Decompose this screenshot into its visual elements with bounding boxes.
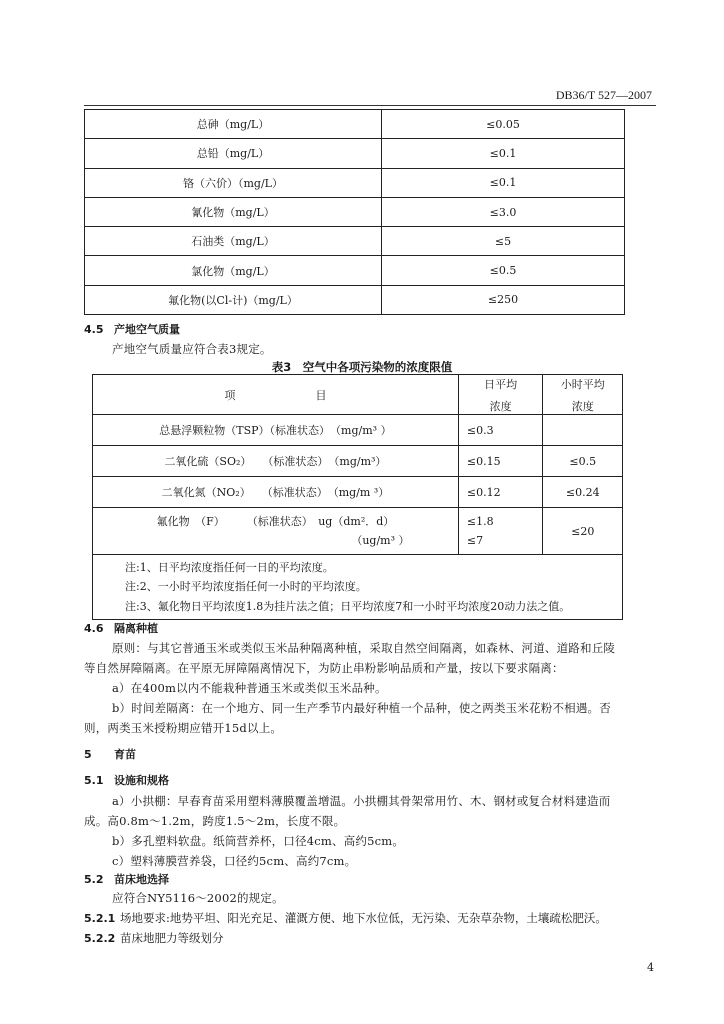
table-cell: ≤0.1	[382, 139, 625, 168]
paragraph: 成。高0.8m～1.2m，跨度1.5～2m，长度不限。	[84, 814, 346, 828]
table-cell: ≤0.1	[382, 168, 625, 197]
table-cell: 总砷（mg/L）	[85, 110, 382, 139]
table-header-row	[93, 375, 623, 415]
header-cell-item	[93, 375, 459, 415]
cell-text: 氟化物 （F） （标准状态） ug（dm²．d）	[156, 515, 395, 528]
paragraph: 等自然屏障隔离。在平原无屏障隔离情况下，为防止串粉影响品质和产量，按以下要求隔离：	[84, 661, 564, 675]
paragraph: c）塑料薄膜营养袋，口径约5cm、高约7cm。	[112, 854, 357, 868]
table-cell: 氯化物（mg/L）	[85, 256, 382, 285]
table-cell: 总铅（mg/L）	[85, 139, 382, 168]
subsection	[84, 930, 224, 946]
cell-text: ≤1.8	[466, 515, 494, 528]
table-notes-row	[93, 555, 623, 620]
paragraph: b）时间差隔离：在一个地方、同一生产季节内最好种植一个品种，使之两类玉米花粉不相遇。否	[112, 701, 611, 715]
table-cell: ≤3.0	[382, 197, 625, 226]
paragraph: 原则：与其它普通玉米或类似玉米品种隔离种植，采取自然空间隔离，如森林、河道、道路和丘陵	[112, 641, 616, 655]
table-cell: ≤20	[543, 508, 623, 555]
table-cell: ≤0.05	[382, 110, 625, 139]
table-row	[85, 285, 625, 314]
table-row	[93, 446, 623, 477]
note-line: 注:2、一小时平均浓度指任何一小时的平均浓度。	[125, 580, 367, 594]
table-row	[93, 415, 623, 446]
section-heading	[84, 772, 169, 788]
section-heading	[84, 620, 158, 636]
section-title: 苗床地选择	[114, 873, 169, 886]
note-line: 注:3、氟化物日平均浓度1.8为挂片法之值；日平均浓度7和一小时平均浓度20动力法之值。	[125, 599, 571, 613]
section-number: 5	[84, 748, 92, 761]
section-title: 产地空气质量	[114, 323, 180, 336]
table-cell: 二氧化氮（NO₂） （标准状态） （mg/m ³）	[93, 477, 459, 508]
table-cell: ≤0.15	[458, 446, 543, 477]
table-row	[85, 110, 625, 139]
table-cell: ≤250	[382, 285, 625, 314]
table-row	[93, 477, 623, 508]
paragraph: a）在400m以内不能栽种普通玉米或类似玉米品种。	[112, 681, 387, 695]
table-cell: 铬（六价）（mg/L）	[85, 168, 382, 197]
header-cell-daily	[458, 375, 543, 415]
header-text: 小时平均	[560, 377, 605, 391]
paragraph: 应符合NY5116～2002的规定。	[112, 891, 284, 905]
cell-text: ≤7	[466, 534, 484, 547]
table-caption: 表3 空气中各项污染物的浓度限值	[271, 360, 453, 374]
paragraph: a）小拱棚：早春育苗采用塑料薄膜覆盖增温。小拱棚其骨架常用竹、木、钢材或复合材料建造而	[112, 794, 611, 808]
header-text: 浓度	[489, 399, 512, 413]
table-cell	[458, 508, 543, 555]
table-row	[85, 197, 625, 226]
table-cell: 氰化物（mg/L）	[85, 197, 382, 226]
table-cell: ≤5	[382, 227, 625, 256]
paragraph: 产地空气质量应符合表3规定。	[112, 342, 272, 356]
page-number: 4	[647, 961, 654, 974]
section-number: 5.2.2	[84, 932, 116, 945]
paragraph: 则，两类玉米授粉期应错开15d以上。	[84, 721, 283, 735]
table-cell: ≤0.3	[458, 415, 543, 446]
section-number: 5.2	[84, 873, 104, 886]
water-quality-table	[84, 109, 625, 315]
note-line: 注:1、日平均浓度指任何一日的平均浓度。	[125, 560, 334, 574]
table-notes	[93, 555, 623, 620]
cell-text: （ug/m³ ）	[351, 534, 410, 547]
table-cell	[543, 415, 623, 446]
table-row	[85, 227, 625, 256]
subsection	[84, 910, 607, 926]
document-id: DB36/T 527—2007	[555, 88, 652, 102]
air-quality-table	[92, 374, 623, 620]
section-number: 5.2.1	[84, 912, 116, 925]
paragraph: 苗床地肥力等级划分	[120, 931, 224, 945]
section-number: 4.5	[84, 323, 104, 336]
table-row	[85, 168, 625, 197]
section-title: 隔离种植	[114, 622, 158, 635]
table-row	[85, 256, 625, 285]
table-row	[93, 508, 623, 555]
table-cell: 总悬浮颗粒物（TSP）（标准状态） （mg/m³ ）	[93, 415, 459, 446]
table-cell: ≤0.24	[543, 477, 623, 508]
table-row	[85, 139, 625, 168]
table-cell: 氟化物(以Cl-计)（mg/L）	[85, 285, 382, 314]
header-cell-hourly	[543, 375, 623, 415]
header-rule	[84, 105, 656, 106]
header-text: 目	[315, 388, 327, 402]
header-text: 项	[224, 388, 236, 402]
chapter-heading	[84, 746, 136, 762]
section-title: 设施和规格	[114, 774, 169, 787]
table-cell: ≤0.12	[458, 477, 543, 508]
header-text: 日平均	[484, 377, 518, 391]
table-cell: 二氧化硫（SO₂） （标准状态） （mg/m³）	[93, 446, 459, 477]
paragraph: b）多孔塑料软盘。纸筒营养杯，口径4cm、高约5cm。	[112, 834, 405, 848]
section-heading	[84, 321, 180, 337]
paragraph: 场地要求:地势平坦、阳光充足、灌溉方便、地下水位低，无污染、无杂草杂物，土壤疏松肥沃。	[120, 911, 607, 925]
table-cell: ≤0.5	[382, 256, 625, 285]
table-cell: 石油类（mg/L）	[85, 227, 382, 256]
section-number: 4.6	[84, 622, 104, 635]
section-heading	[84, 871, 169, 887]
table-cell	[93, 508, 459, 555]
table-cell: ≤0.5	[543, 446, 623, 477]
header-text: 浓度	[571, 399, 594, 413]
section-number: 5.1	[84, 774, 104, 787]
section-title: 育苗	[114, 748, 136, 761]
